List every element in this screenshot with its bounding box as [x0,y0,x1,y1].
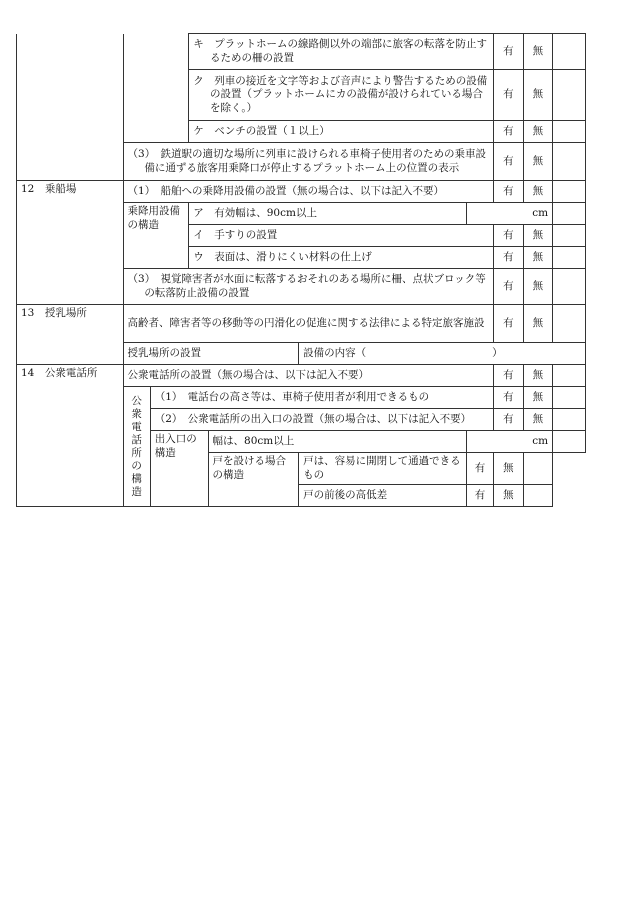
remarks-cell[interactable] [553,121,586,143]
subsection-label-cell [123,34,189,143]
remarks-cell[interactable] [553,143,586,181]
no-option[interactable]: 無 [523,247,552,269]
remarks-cell[interactable] [553,365,586,387]
remarks-cell[interactable] [553,387,586,409]
s12-q1: （1） 船舶への乗降用設備の設置（無の場合は、以下は記入不要） [123,181,494,203]
s13-question: 高齢者、障害者等の移動等の円滑化の促進に関する法律による特定旅客施設 [123,305,494,343]
remarks-cell[interactable] [553,34,586,70]
yes-option[interactable]: 有 [494,143,523,181]
no-option[interactable]: 無 [523,181,552,203]
s13-install: 授乳場所の設置 [123,343,299,365]
no-option[interactable]: 無 [523,121,552,143]
item-ki: キ プラットホームの線路側以外の端部に旅客の転落を防止するための柵の設置 [189,34,494,70]
s12-q3: （3） 視覚障害者が水面に転落するおそれのある場所に柵、点状ブロック等の転落防止設備の設置 [123,269,494,305]
no-option[interactable]: 無 [494,453,523,485]
no-option[interactable]: 無 [523,387,552,409]
s12-item-a: ア 有効幅は、90cm以上 [189,203,467,225]
remarks-cell[interactable] [553,409,586,431]
remarks-cell[interactable] [523,453,552,485]
s12-item-u: ウ 表面は、滑りにくい材料の仕上げ [189,247,494,269]
section-14-label: 14 公衆電話所 [17,365,124,507]
s12-structure-label: 乗降用設備の構造 [123,203,189,269]
s14-door-open: 戸は、容易に開閉して通過できるもの [299,453,467,485]
section-label-cell [17,34,124,181]
item-3-platform-position: （3） 鉄道駅の適切な場所に列車に設けられる車椅子使用者のための乗車設備に通ずる旅客用乗降口が停止するプラットホーム上の位置の表示 [123,143,494,181]
s14-entrance-label: 出入口の構造 [150,431,208,507]
remarks-cell[interactable] [553,225,586,247]
yes-option[interactable]: 有 [494,305,523,343]
no-option[interactable]: 無 [523,225,552,247]
remarks-cell[interactable] [523,485,552,507]
yes-option[interactable]: 有 [494,121,523,143]
no-option[interactable]: 無 [523,305,552,343]
no-option[interactable]: 無 [494,485,523,507]
s12-item-i: イ 手すりの設置 [189,225,494,247]
s14-q1: （1） 電話台の高さ等は、車椅子使用者が利用できるもの [150,387,493,409]
width-value-field[interactable] [466,431,552,453]
remarks-cell[interactable] [553,70,586,121]
s14-structure-label: 公衆電話所の構造 [123,387,150,507]
remarks-cell[interactable] [553,247,586,269]
yes-option[interactable]: 有 [494,387,523,409]
no-option[interactable]: 無 [523,70,552,121]
yes-option[interactable]: 有 [494,34,523,70]
remarks-cell[interactable] [553,269,586,305]
yes-option[interactable]: 有 [494,225,523,247]
yes-option[interactable]: 有 [494,181,523,203]
no-option[interactable]: 無 [523,143,552,181]
remarks-cell[interactable] [553,305,586,343]
item-ke: ケ ベンチの設置（１以上） [189,121,494,143]
no-option[interactable]: 無 [523,409,552,431]
remarks-cell[interactable] [553,431,586,453]
yes-option[interactable]: 有 [494,365,523,387]
yes-option[interactable]: 有 [494,70,523,121]
yes-option[interactable]: 有 [494,269,523,305]
remarks-cell[interactable] [553,181,586,203]
s14-question: 公衆電話所の設置（無の場合は、以下は記入不要） [123,365,494,387]
unit-cm: cm [532,434,549,447]
section-12-label: 12 乗船場 [17,181,124,305]
unit-cm: cm [532,206,549,219]
yes-option[interactable]: 有 [494,247,523,269]
s14-q2: （2） 公衆電話所の出入口の設置（無の場合は、以下は記入不要） [150,409,493,431]
no-option[interactable]: 無 [523,34,552,70]
s14-width: 幅は、80cm以上 [208,431,466,453]
item-ku: ク 列車の接近を文字等および音声により警告するための設備の設置（プラットホームにカの設備が設けられている場合を除く。） [189,70,494,121]
yes-option[interactable]: 有 [494,409,523,431]
width-value-field[interactable] [466,203,552,225]
s13-contents-field[interactable]: 設備の内容（ ） [299,343,586,365]
yes-option[interactable]: 有 [466,453,493,485]
yes-option[interactable]: 有 [466,485,493,507]
s14-door-label: 戸を設ける場合の構造 [208,453,299,507]
remarks-cell[interactable] [553,203,586,225]
section-13-label: 13 授乳場所 [17,305,124,365]
no-option[interactable]: 無 [523,365,552,387]
s14-door-step: 戸の前後の高低差 [299,485,467,507]
no-option[interactable]: 無 [523,269,552,305]
facility-checklist-table [16,33,586,507]
